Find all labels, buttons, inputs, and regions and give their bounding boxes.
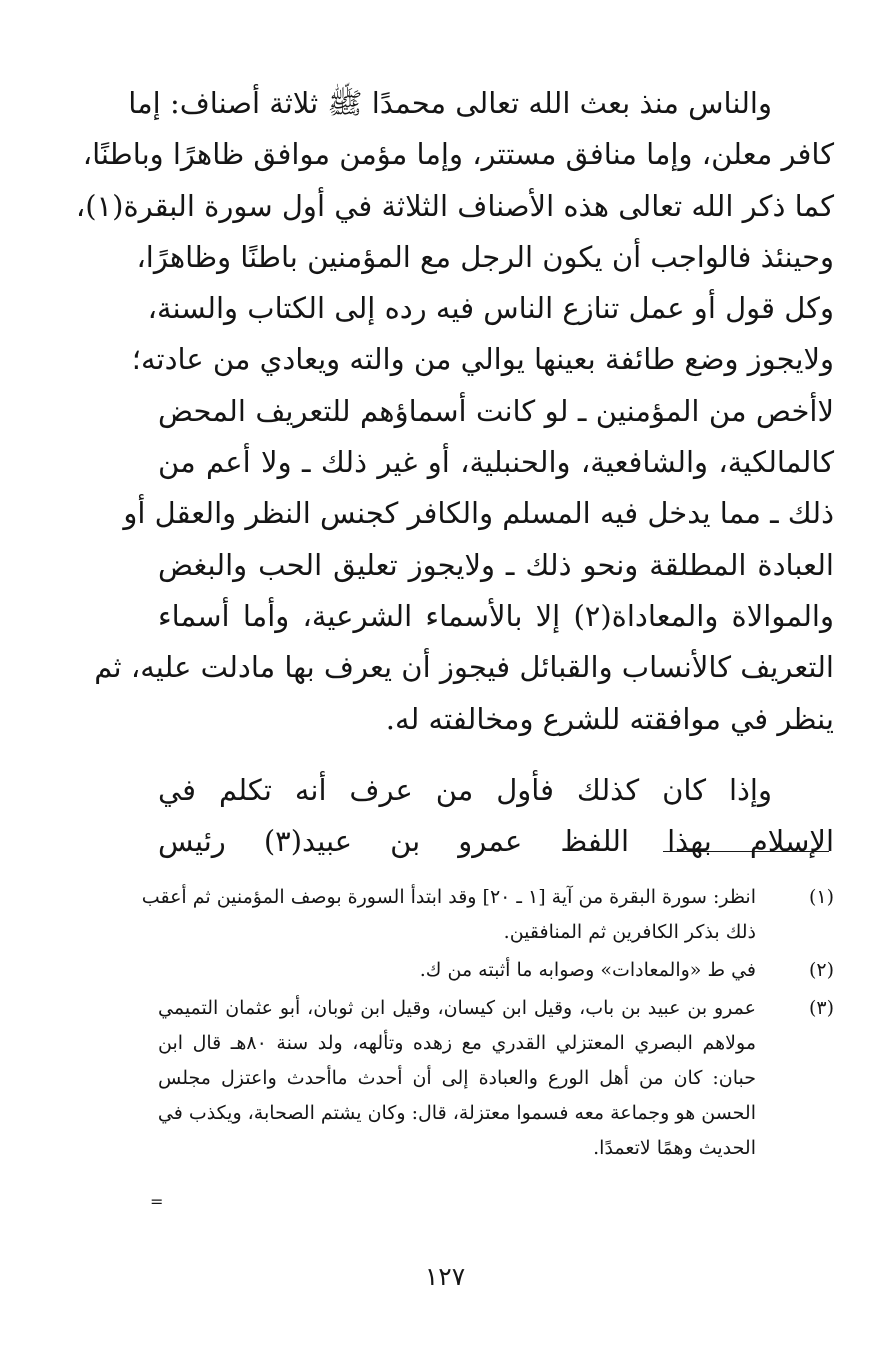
text-line: العبادة المطلقة ونحو ذلك ـ ولايجوز تعليق الحب والبغض [158, 547, 834, 582]
text-line: لاأخص من المؤمنين ـ لو كانت أسماؤهم للتعريف المحض [158, 393, 834, 428]
footnote-line: الحديث وهمًا لاتعمدًا. [593, 1137, 756, 1159]
text-line: كافر معلن، وإما منافق مستتر، وإما مؤمن موافق ظاهرًا وباطنًا، [82, 137, 834, 172]
text-line: وحينئذ فالواجب أن يكون الرجل مع المؤمنين باطنًا وظاهرًا، [136, 239, 834, 274]
footnote-number: (٢) [808, 959, 834, 981]
footnote-line: الحسن هو وجماعة معه فسموا معتزلة، قال: وكان يشتم الصحابة، ويكذب في [157, 1102, 756, 1124]
footnote-3 [158, 991, 834, 1166]
text-line: التعريف كالأنساب والقبائل فيجوز أن يعرف بها مادلت عليه، ثم [94, 650, 834, 685]
footnote-number: (١) [808, 886, 834, 908]
text-line: والموالاة والمعاداة(٢) إلا بالأسماء الشرعية، وأما أسماء [158, 598, 834, 633]
paragraph-gap [158, 745, 834, 765]
text-line: وكل قول أو عمل تنازع الناس فيه رده إلى الكتاب والسنة، [147, 291, 834, 326]
text-line: كما ذكر الله تعالى هذه الأصناف الثلاثة في أول سورة البقرة(١)، [75, 188, 834, 223]
footnote-line: عمرو بن عبيد بن باب، وقيل ابن كيسان، وقيل ابن ثوبان، أبو عثمان التميمي [158, 997, 756, 1019]
main-text [75, 78, 835, 867]
footnote-line: ذلك بذكر الكافرين ثم المنافقين. [503, 921, 756, 943]
continuation-mark: = [150, 1192, 164, 1211]
footnote-separator [663, 851, 829, 852]
footnote-line: حبان: كان من أهل الورع والعبادة إلى أن أحدث ماأحدث واعتزل مجلس [158, 1067, 756, 1089]
footnote-number: (٣) [808, 997, 834, 1019]
footnote-line: مولاهم البصري المعتزلي القدري مع زهده وتألهه، ولد سنة ٨٠هـ قال ابن [158, 1032, 756, 1054]
text-line: ينظر في موافقته للشرع ومخالفته له. [385, 701, 834, 736]
footnote-line: في ط «والمعادات» وصوابه ما أثبته من ك. [419, 959, 756, 981]
footnote-2 [158, 953, 834, 988]
text-line: والناس منذ بعث الله تعالى محمدًا ﷺ ثلاثة أصناف: إما [128, 86, 772, 120]
footnotes [141, 880, 834, 1169]
text-line: وإذا كان كذلك فأول من عرف أنه تكلم في [158, 772, 772, 807]
footnote-line: انظر: سورة البقرة من آية [١ ـ ٢٠] وقد ابتدأ السورة بوصف المؤمنين ثم أعقب [141, 886, 756, 908]
text-line: ذلك ـ مما يدخل فيه المسلم والكافر كجنس النظر والعقل أو [123, 496, 834, 531]
footnote-1 [141, 880, 834, 950]
text-line: الإسلام بهذا اللفظ عمرو بن عبيد(٣) رئيس [158, 824, 835, 859]
page-number: ١٢٧ [424, 1262, 466, 1291]
text-line: كالمالكية، والشافعية، والحنبلية، أو غير ذلك ـ ولا أعم من [158, 445, 834, 480]
text-line: ولايجوز وضع طائفة بعينها يوالي من والته ويعادي من عادته؛ [131, 342, 834, 377]
